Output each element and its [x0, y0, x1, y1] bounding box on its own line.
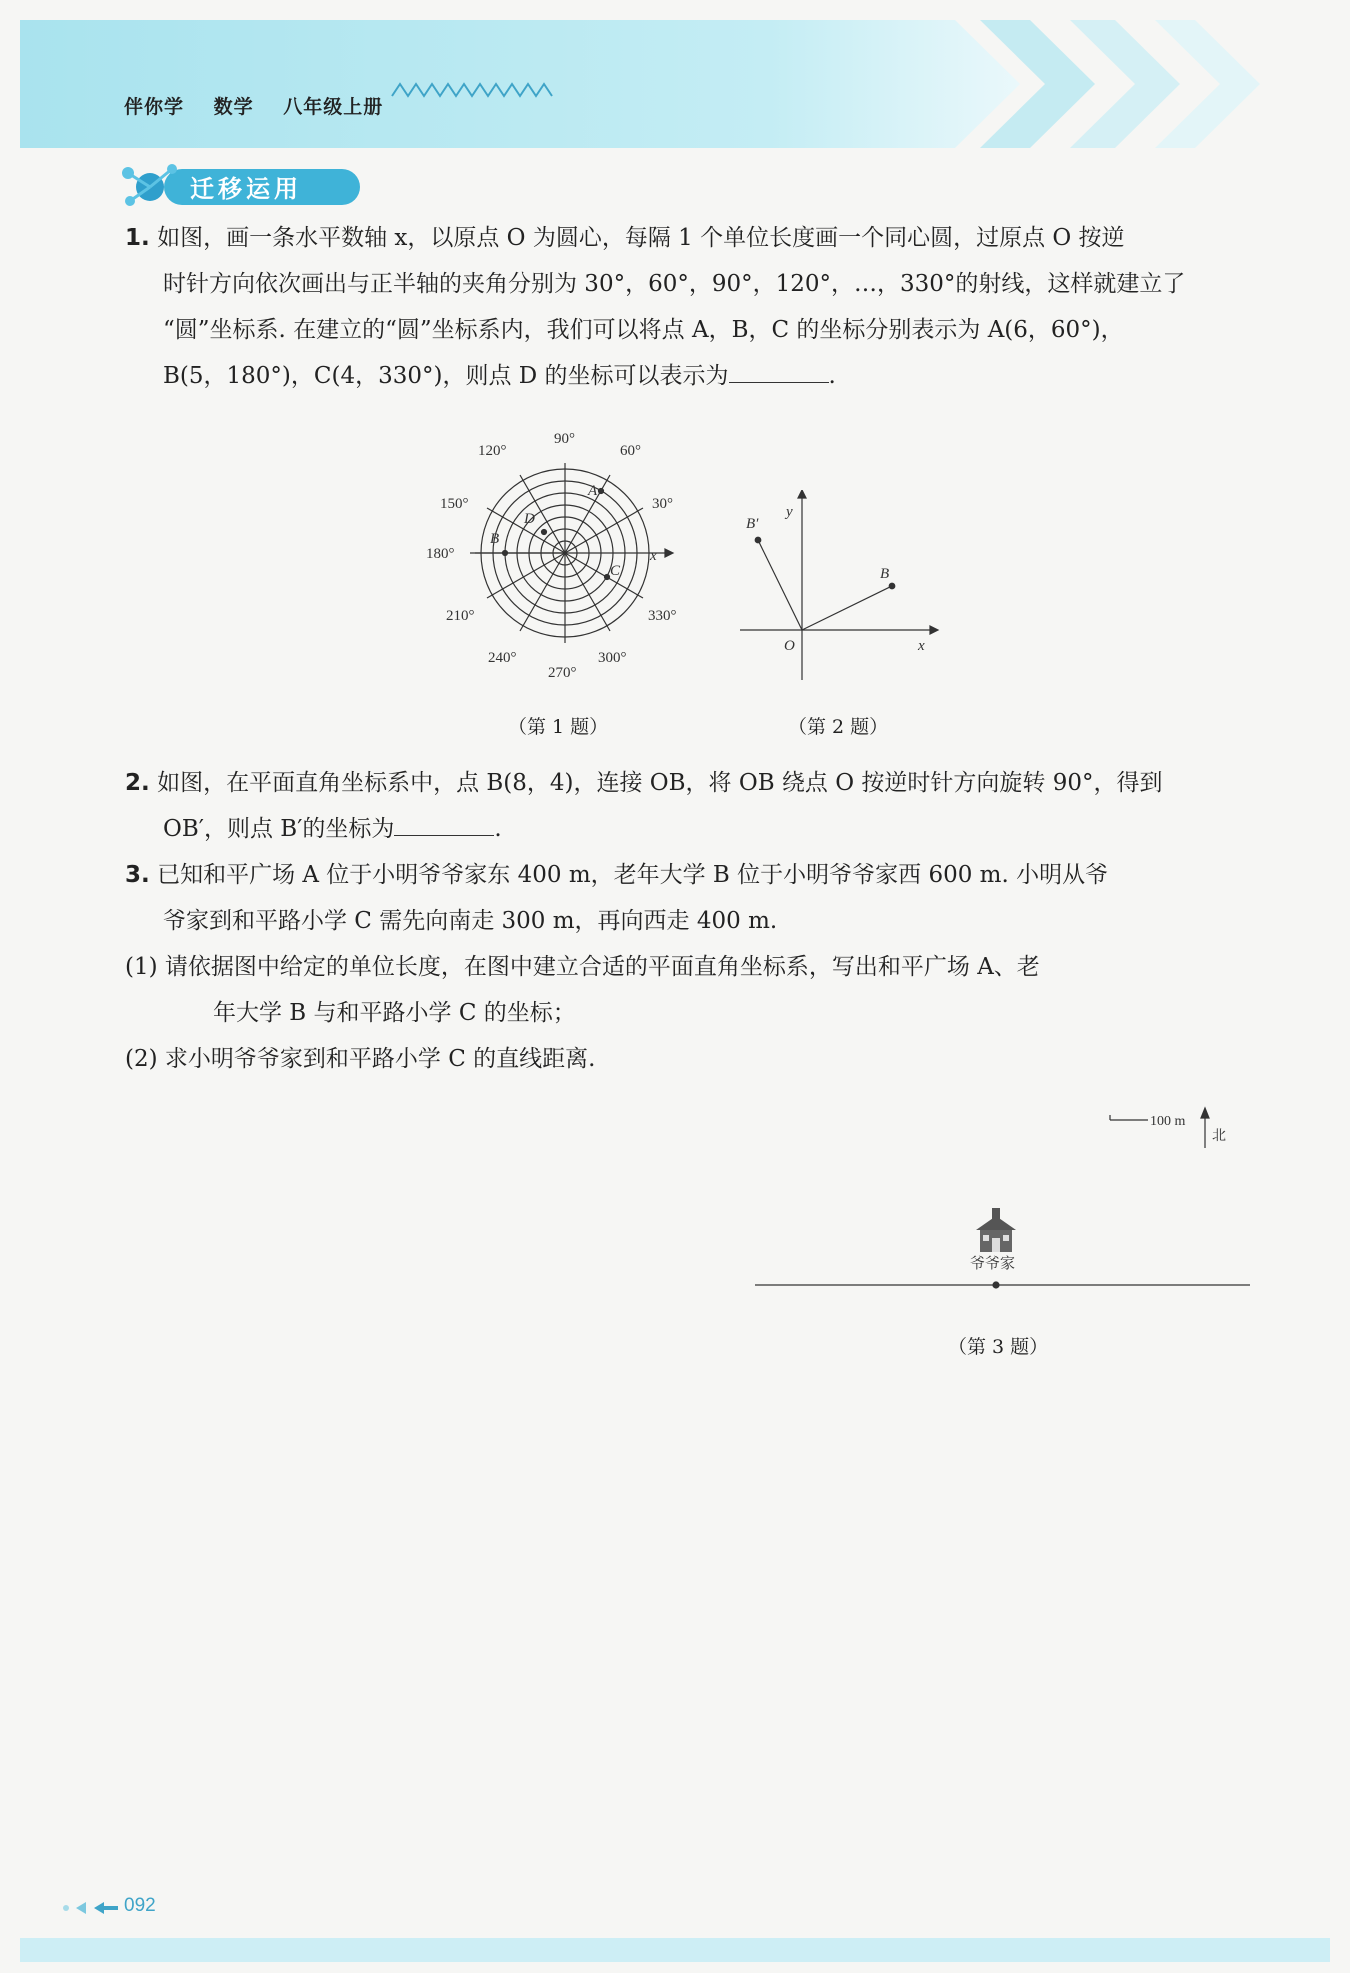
section-title: 迁移运用: [190, 175, 302, 203]
page-number: 092: [124, 1895, 156, 1916]
house-label: 爷爷家: [970, 1254, 1016, 1272]
q2-line2: OB′，则点 B′的坐标为: [163, 816, 395, 842]
point-d-label: D: [524, 511, 535, 527]
figure-1-caption: （第 1 题）: [508, 716, 609, 738]
point-c-dot: [605, 575, 610, 580]
q1-line3: “圆”坐标系. 在建立的“圆”坐标系内，我们可以将点 A，B，C 的坐标分别表示为 A(6，60°)，: [163, 317, 1124, 343]
q2-period: .: [494, 816, 502, 842]
figure-2-coordinate-plane: [730, 490, 940, 690]
q1-period: .: [828, 363, 836, 389]
header-title: [124, 92, 405, 119]
fig2-b-label: B: [880, 566, 890, 582]
footer-band: [20, 1938, 1330, 1962]
header-grade: 八年级上册: [283, 96, 384, 118]
angle-label-60: 60°: [620, 443, 641, 459]
point-bprime: [755, 537, 761, 543]
fig2-origin-label: O: [784, 638, 795, 654]
point-a-dot: [599, 489, 604, 494]
angle-label-240: 240°: [488, 650, 517, 666]
figure-2-caption: （第 2 题）: [788, 716, 889, 738]
q1-line2: 时针方向依次画出与正半轴的夹角分别为 30°，60°，90°，120°，…，330°的射线，这样就建立了: [163, 271, 1186, 297]
fig2-x-label: x: [918, 638, 925, 654]
question-number: 3.: [125, 862, 150, 888]
header-banner-graphic: [20, 20, 1340, 148]
q1-line4: B(5，180°)，C(4，330°)，则点 D 的坐标可以表示为: [163, 363, 729, 389]
point-b-dot: [503, 551, 508, 556]
question-number: 1.: [125, 225, 150, 251]
point-d-dot: [542, 530, 547, 535]
point-c-label: C: [610, 563, 621, 579]
figure-3-map: [740, 1100, 1260, 1300]
north-label: 北: [1212, 1128, 1226, 1144]
q3-sub1-line1: (1) 请依据图中给定的单位长度，在图中建立合适的平面直角坐标系，写出和平广场 A、老: [125, 954, 1040, 980]
angle-label-300: 300°: [598, 650, 627, 666]
angle-label-90: 90°: [554, 431, 575, 447]
north-arrow-icon: [1201, 1108, 1209, 1118]
question-1: [125, 215, 1255, 399]
angle-label-270: 270°: [548, 665, 577, 681]
q2-line1: 如图，在平面直角坐标系中，点 B(8，4)，连接 OB，将 OB 绕点 O 按逆时针方向旋转 90°，得到: [157, 770, 1163, 796]
point-a-label: A: [588, 483, 598, 499]
header-subject: 数学: [213, 96, 254, 118]
segment-obprime: [758, 540, 802, 630]
figure-3-caption: （第 3 题）: [948, 1336, 1049, 1358]
q1-line1: 如图，画一条水平数轴 x，以原点 O 为圆心，每隔 1 个单位长度画一个同心圆，过原点 O 按逆: [157, 225, 1125, 251]
x-axis-label: x: [650, 548, 657, 564]
house-icon: [976, 1208, 1016, 1252]
q3-line2: 爷家到和平路小学 C 需先向南走 300 m，再向西走 400 m.: [163, 908, 778, 934]
footer-arrows-icon: [60, 1898, 120, 1918]
answer-blank: [729, 360, 829, 383]
q3-sub2: (2) 求小明爷爷家到和平路小学 C 的直线距离.: [125, 1046, 596, 1072]
segment-ob: [802, 586, 892, 630]
angle-label-150: 150°: [440, 496, 469, 512]
angle-label-210: 210°: [446, 608, 475, 624]
angle-label-30: 30°: [652, 496, 673, 512]
angle-label-330: 330°: [648, 608, 677, 624]
q3-sub1-line2: 年大学 B 与和平路小学 C 的坐标；: [213, 1000, 576, 1026]
answer-blank: [394, 813, 494, 836]
fig2-y-label: y: [786, 504, 793, 520]
q3-line1: 已知和平广场 A 位于小明爷爷家东 400 m，老年大学 B 位于小明爷爷家西 600 m. 小明从爷: [157, 862, 1109, 888]
house-location-dot: [993, 1282, 999, 1288]
fig2-bprime-label: B′: [746, 516, 759, 532]
question-3: [125, 852, 1255, 1082]
angle-label-180: 180°: [426, 546, 455, 562]
scale-label: 100 m: [1150, 1114, 1186, 1129]
page-header: [20, 20, 1340, 148]
question-2: [125, 760, 1255, 852]
point-b: [889, 583, 895, 589]
point-b-label: B: [490, 531, 500, 547]
angle-label-120: 120°: [478, 443, 507, 459]
figure-1-polar-grid: [420, 425, 710, 685]
question-number: 2.: [125, 770, 150, 796]
header-book: 伴你学: [124, 96, 185, 118]
